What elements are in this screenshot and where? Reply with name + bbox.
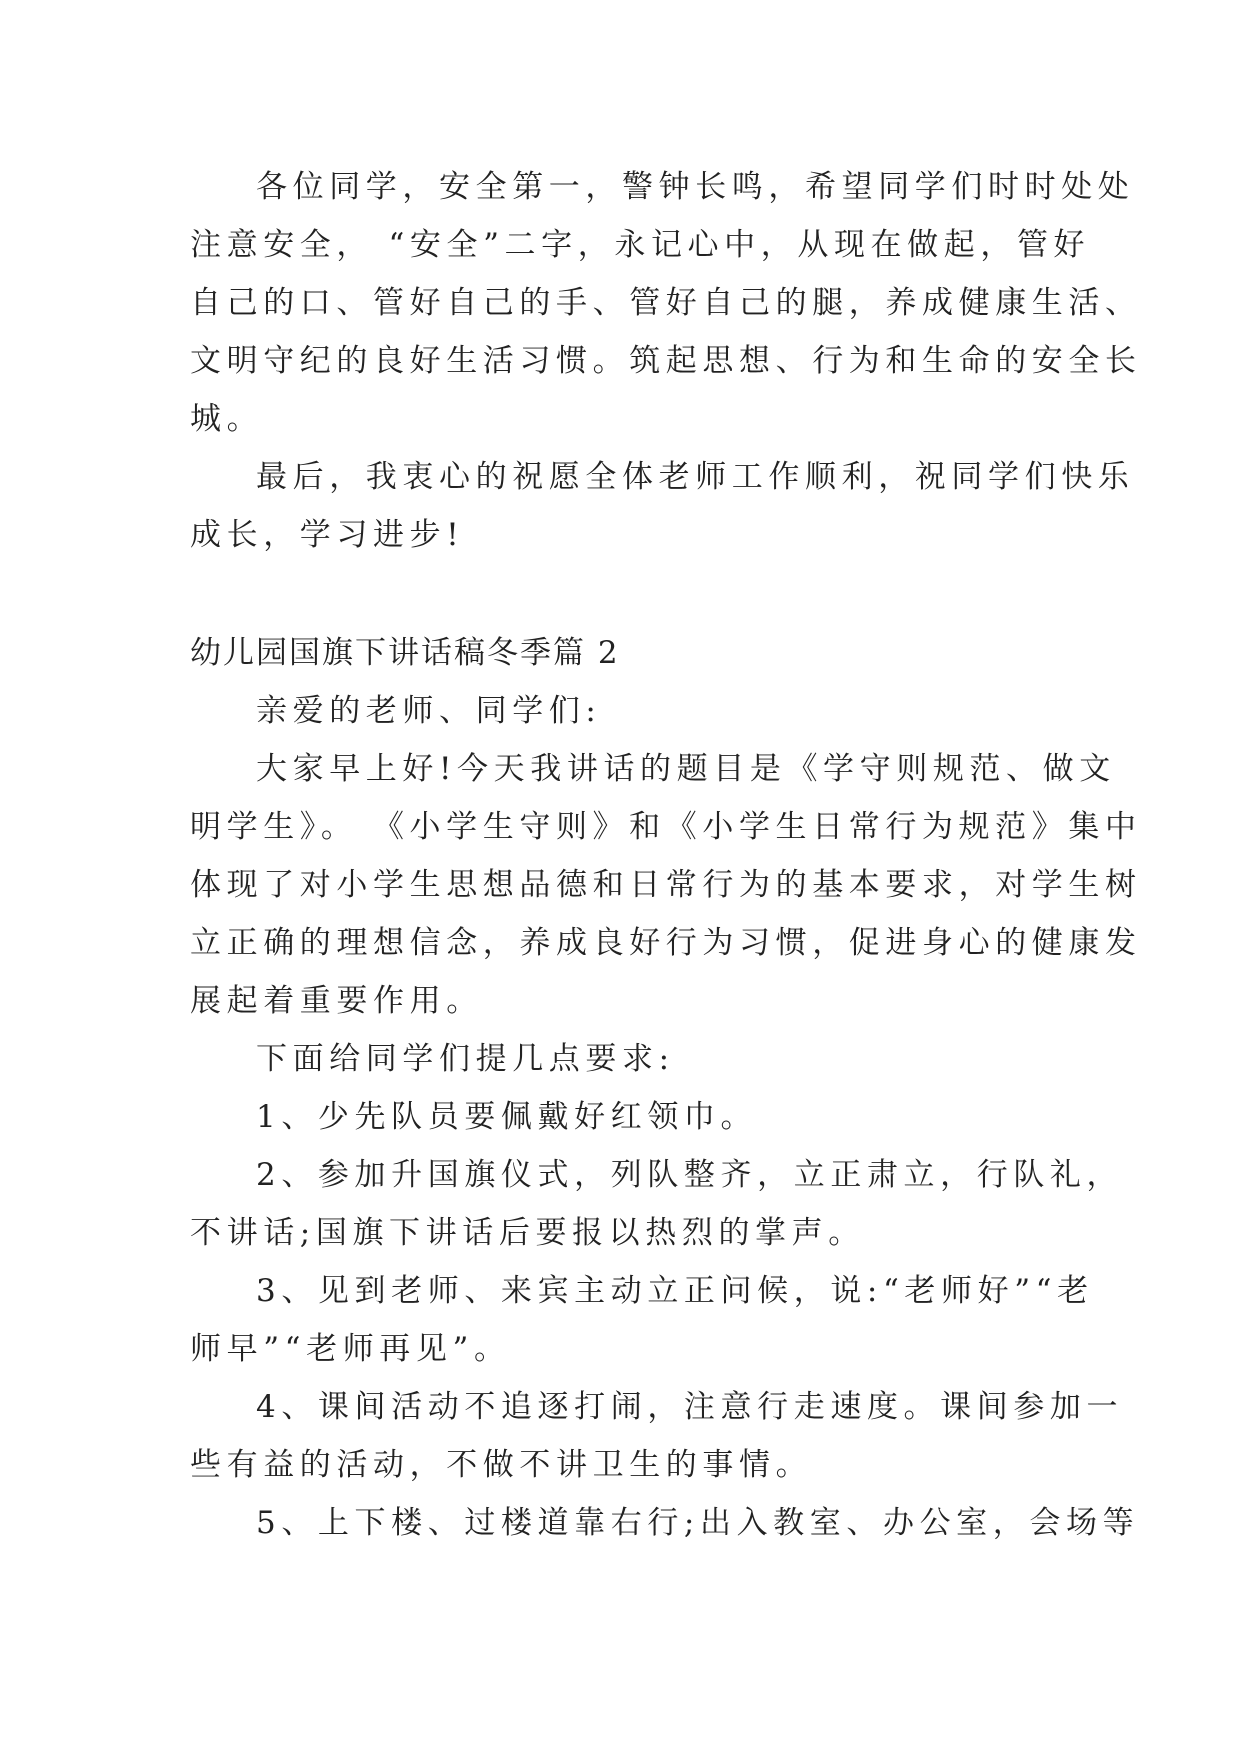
paragraph <box>190 448 1135 564</box>
text-line: 立正确的理想信念，养成良好行为习惯，促进身心的健康发 <box>190 925 1142 961</box>
text-line: 下面给同学们提几点要求: <box>256 1041 675 1077</box>
text-line: 城。 <box>190 401 264 437</box>
text-line: 展起着重要作用。 <box>190 983 483 1019</box>
text-line: 4、课间活动不追逐打闹，注意行走速度。课间参加一 <box>256 1389 1124 1425</box>
text-line: 大家早上好!今天我讲话的题目是《学守则规范、做文 <box>256 751 1116 787</box>
text-line: 各位同学，安全第一，警钟长鸣，希望同学们时时处处 <box>256 169 1135 205</box>
section-heading: 幼儿园国旗下讲话稿冬季篇 2 <box>190 635 620 671</box>
text-line: 1、少先队员要佩戴好红领巾。 <box>256 1099 758 1135</box>
text-line: 成长，学习进步! <box>190 517 465 553</box>
paragraph <box>190 158 1142 448</box>
text-line: 文明守纪的良好生活习惯。筑起思想、行为和生命的安全长 <box>190 343 1142 379</box>
text-line: 师早”“老师再见”。 <box>190 1331 511 1367</box>
text-line: 明学生》。 《小学生守则》和《小学生日常行为规范》集中 <box>190 809 1142 845</box>
list-item <box>190 1494 1140 1552</box>
list-item <box>190 1146 1124 1262</box>
text-line: 5、上下楼、过楼道靠右行;出入教室、办公室，会场等 <box>256 1505 1140 1541</box>
list-item <box>190 1088 1060 1146</box>
text-line: 3、见到老师、来宾主动立正问候，说:“老师好”“老 <box>256 1273 1094 1309</box>
text-line: 2、参加升国旗仪式，列队整齐，立正肃立，行队礼， <box>256 1157 1124 1193</box>
text-line: 最后，我衷心的祝愿全体老师工作顺利，祝同学们快乐 <box>256 459 1135 495</box>
list-item <box>190 1378 1124 1494</box>
text-line: 亲爱的老师、同学们: <box>256 693 602 729</box>
text-line: 体现了对小学生思想品德和日常行为的基本要求，对学生树 <box>190 867 1142 903</box>
text-line: 自己的口、管好自己的手、管好自己的腿，养成健康生活、 <box>190 285 1142 321</box>
paragraph <box>190 1030 1060 1088</box>
text-line: 些有益的活动，不做不讲卫生的事情。 <box>190 1447 813 1483</box>
paragraph <box>190 682 1060 740</box>
paragraph <box>190 740 1142 1030</box>
text-line: 不讲话;国旗下讲话后要报以热烈的掌声。 <box>190 1215 865 1251</box>
text-line: 注意安全， “安全”二字，永记心中，从现在做起，管好 <box>190 227 1091 263</box>
list-item <box>190 1262 1094 1378</box>
